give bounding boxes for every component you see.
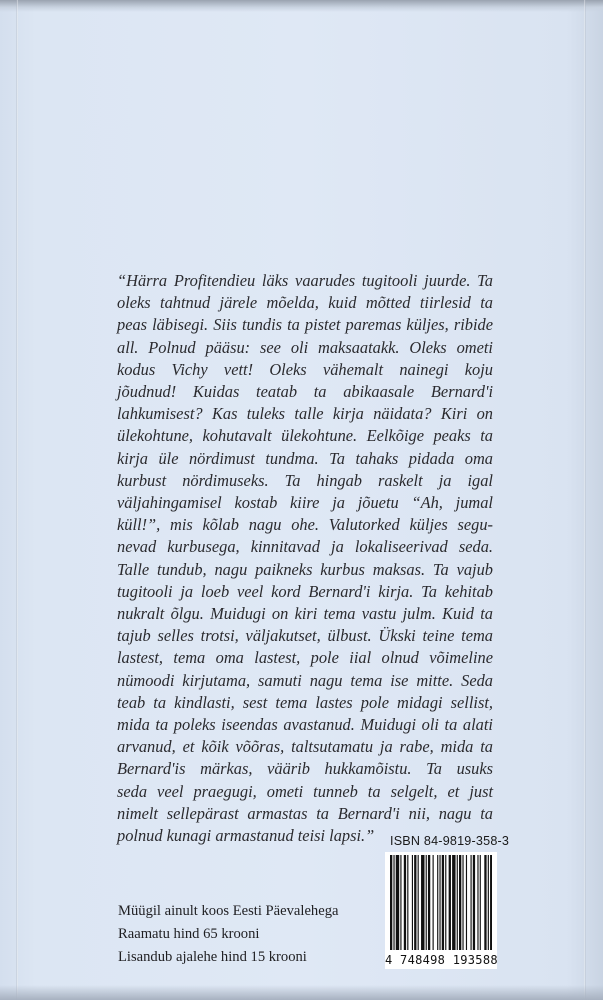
quote-line: lastest, tema oma lastest, pole iial olnud võimeline	[117, 648, 493, 668]
barcode-bar	[404, 855, 406, 950]
sale-info	[118, 900, 338, 969]
sale-info-line: Müügil ainult koos Eesti Päevalehega	[118, 903, 339, 919]
barcode-bar	[396, 855, 399, 950]
excerpt-quote	[117, 270, 510, 848]
quote-line: küll!”, mis kõlab nagu ohe. Valutorked küljes segu-	[117, 515, 493, 535]
barcode-bar	[400, 855, 401, 950]
barcode-bar	[445, 855, 446, 950]
barcode-bar	[407, 855, 408, 950]
quote-line: oleks tahtnud järele mõelda, kuid mõtted tiirlesid ta	[117, 293, 493, 313]
cover-left-fold	[16, 0, 18, 1000]
barcode-bar	[412, 855, 413, 950]
barcode-bar	[449, 855, 451, 950]
barcode-bar	[426, 855, 427, 950]
barcode-bar	[414, 855, 416, 950]
quote-line: nimelt sellepärast armastas ta Bernard'i nii, nagu ta	[117, 803, 493, 823]
barcode	[385, 852, 497, 969]
quote-line: tugitooli ja loeb veel kord Bernard'i kirja. Ta kehitab	[117, 581, 493, 601]
cover-right-fold	[584, 0, 586, 1000]
barcode-bar	[480, 855, 481, 950]
quote-line: teab ta kindlasti, sest tema lastes pole midagi sellist,	[117, 692, 493, 712]
barcode-bar	[471, 855, 472, 950]
barcode-bar	[428, 855, 430, 950]
quote-line: ülekohtune, kohutavalt ülekohtune. Eelkõige peaks ta	[117, 426, 493, 446]
quote-line: jõudnud! Kuidas teatab ta abikaasale Bernard'i	[117, 382, 493, 402]
barcode-bar	[477, 855, 478, 950]
quote-line: nümoodi kirjutama, samuti nagu tema ise mitte. Seda	[117, 670, 493, 690]
barcode-bar	[488, 855, 489, 950]
barcode-bar	[459, 855, 461, 950]
quote-line: väljahingamisel kostab kiire ja jõuetu “Ah, jumal	[117, 493, 493, 513]
barcode-bars	[385, 852, 497, 952]
quote-line: kirja üle nördimust tundma. Ta tahaks pidada oma	[117, 448, 493, 468]
quote-line: peas läbisegi. Siis tundis ta pistet paremas küljes, ribide	[117, 315, 493, 335]
barcode-bar	[473, 855, 475, 950]
quote-line: “Härra Profitendieu läks vaarudes tugitooli juurde. Ta	[117, 271, 493, 290]
barcode-bar	[484, 855, 486, 950]
quote-line: nukralt õlgu. Muidugi on kiri tema vastu julm. Kuid ta	[117, 604, 493, 624]
barcode-digits: 4 748498 193588	[385, 953, 498, 967]
quote-line: all. Polnud pääsu: see oli maksaatakk. Oleks ometi	[117, 337, 493, 357]
barcode-bar	[393, 855, 394, 950]
quote-line: seda veel praegugi, ometi tunneb ta selgelt, et just	[117, 781, 493, 801]
barcode-bar	[439, 855, 440, 950]
cover-bottom-edge	[0, 985, 603, 1000]
quote-line: Bernard'is märkas, väärib hukkamõistu. Ta usuks	[117, 759, 493, 779]
quote-line: kurbust nördimuseks. Ta hingab raskelt ja igal	[117, 470, 493, 490]
barcode-bar	[390, 855, 392, 950]
quote-line: arvanud, et kõik võõras, taltsutamatu ja rabe, mida ta	[117, 737, 493, 757]
barcode-bar	[433, 855, 434, 950]
barcode-bar	[421, 855, 424, 950]
quote-line-last: polnud kunagi armastanud teisi lapsi.”	[117, 826, 375, 846]
price-line: Raamatu hind 65 krooni	[118, 926, 260, 942]
barcode-bar	[437, 855, 438, 950]
quote-line: kodus Vichy vett! Oleks vähemalt nainegi koju	[117, 359, 493, 379]
newspaper-price-line: Lisandub ajalehe hind 15 krooni	[118, 949, 307, 965]
quote-line: mida ta poleks iseendas avastanud. Muidugi oli ta alati	[117, 715, 493, 735]
quote-line: nevad kurbusega, kinnitavad ja lokaliseerivad seda.	[117, 537, 493, 557]
barcode-bar	[452, 855, 455, 950]
quote-line: Talle tundub, nagu paikneks kurbus maksas. Ta vajub	[117, 559, 493, 579]
quote-line: lahkumisest? Kas tuleks talle kirja näidata? Kiri on	[117, 404, 493, 424]
barcode-bar	[457, 855, 458, 950]
barcode-bar	[462, 855, 463, 950]
cover-top-edge	[0, 0, 603, 12]
barcode-bar	[490, 855, 492, 950]
barcode-bar	[442, 855, 444, 950]
isbn-label: ISBN 84-9819-358-3	[390, 834, 510, 848]
quote-line: tajub selles trotsi, väljakutset, ülbust. Ükski teine tema	[117, 626, 493, 646]
barcode-bar	[418, 855, 419, 950]
barcode-bar	[466, 855, 467, 950]
